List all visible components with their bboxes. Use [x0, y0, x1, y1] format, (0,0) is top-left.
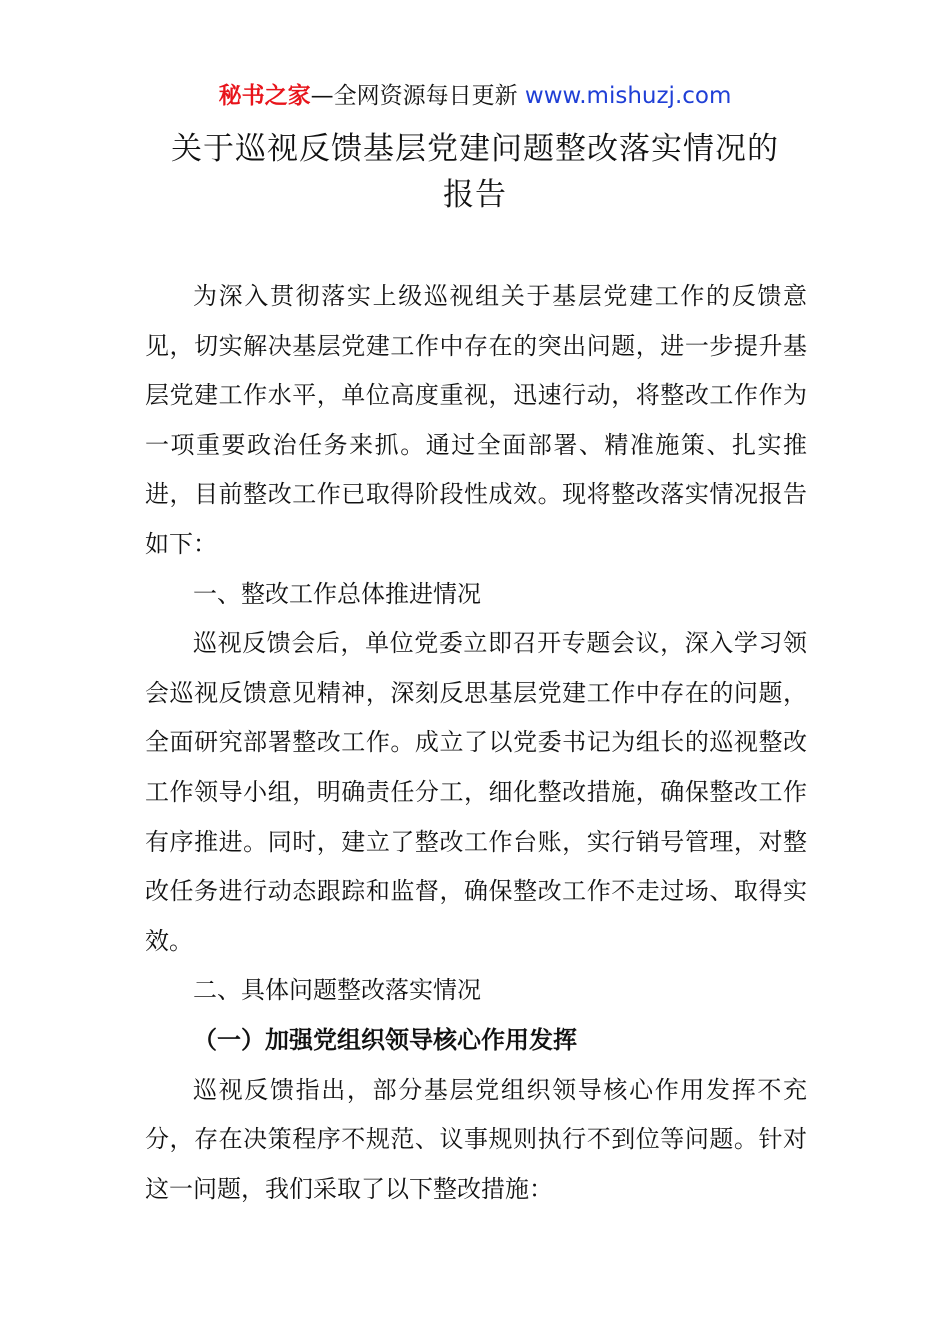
section-1-paragraph: 巡视反馈会后，单位党委立即召开专题会议，深入学习领会巡视反馈意见精神，深刻反思基层党建工作中存在的问题，全面研究部署整改工作。成立了以党委书记为组长的巡视整改工作领导小组，明确责任分工，细化整改措施，确保整改工作有序推进。同时，建立了整改工作台账，实行销号管理，对整改任务进行动态跟踪和监督，确保整改工作不走过场、取得实效。 — [145, 629, 807, 955]
intro-paragraph: 为深入贯彻落实上级巡视组关于基层党建工作的反馈意见，切实解决基层党建工作中存在的突出问题，进一步提升基层党建工作水平，单位高度重视，迅速行动，将整改工作作为一项重要政治任务来抓。通过全面部署、精准施策、扎实推进，目前整改工作已取得阶段性成效。现将整改落实情况报告如下： — [145, 282, 807, 558]
section-heading-1: 一、整改工作总体推进情况 — [193, 579, 481, 608]
site-banner — [0, 80, 950, 112]
title-line-2: 报告 — [443, 177, 507, 213]
banner-tagline: —全网资源每日更新 — [310, 83, 518, 109]
subsection-1-paragraph: 巡视反馈指出，部分基层党组织领导核心作用发挥不充分，存在决策程序不规范、议事规则执行不到位等问题。针对这一问题，我们采取了以下整改措施： — [145, 1075, 807, 1203]
subsection-heading-1: （一）加强党组织领导核心作用发挥 — [193, 1025, 577, 1054]
site-url-link[interactable]: www.mishuzj.com — [524, 83, 732, 109]
document-title — [0, 126, 950, 218]
section-heading-2: 二、具体问题整改落实情况 — [193, 976, 481, 1005]
title-line-1: 关于巡视反馈基层党建问题整改落实情况的 — [171, 131, 779, 167]
brand-name: 秘书之家 — [218, 83, 311, 109]
document-body — [145, 272, 807, 1214]
